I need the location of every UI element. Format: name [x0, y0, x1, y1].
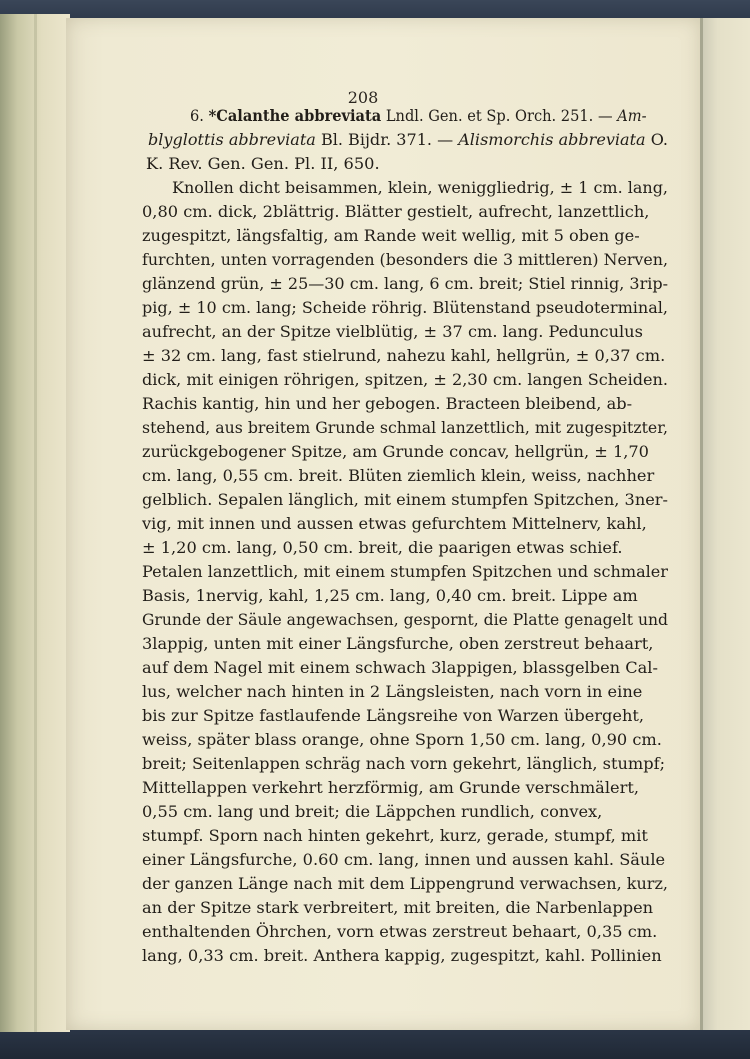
- body-line-9: dick, mit einigen röhrigen, spitzen, ± 2,30 cm. langen Scheiden.: [142, 370, 668, 389]
- body-line-20: 3lappig, unten mit einer Längsfurche, oben zerstreut behaart,: [142, 634, 654, 653]
- body-line-2: 0,80 cm. dick, 2blättrig. Blätter gestielt, aufrecht, lanzettlich,: [142, 202, 650, 221]
- body-line-3: zugespitzt, längsfaltig, am Rande weit wellig, mit 5 oben ge-: [142, 226, 640, 245]
- body-line-23: bis zur Spitze fastlaufende Längsreihe von Warzen übergeht,: [142, 706, 645, 725]
- citation-2: Bl. Bijdr. 371. —: [315, 130, 459, 149]
- species-name: *Calanthe abbreviata: [208, 106, 382, 125]
- body-line-13: cm. lang, 0,55 cm. breit. Blüten ziemlich klein, weiss, nachher: [142, 466, 655, 485]
- citation-3-part-a: O.: [645, 130, 669, 149]
- next-page-edge: [700, 18, 750, 1030]
- body-line-12: zurückgebogener Spitze, am Grunde concav, hellgrün, ± 1,70: [142, 442, 649, 461]
- body-line-26: Mittellappen verkehrt herzförmig, am Grunde verschmälert,: [142, 778, 639, 797]
- body-line-31: an der Spitze stark verbreitert, mit breiten, die Narbenlappen: [142, 898, 654, 917]
- body-line-18: Basis, 1nervig, kahl, 1,25 cm. lang, 0,40 cm. breit. Lippe am: [142, 586, 638, 605]
- body-line-17: Petalen lanzettlich, mit einem stumpfen Spitzchen und schmaler: [142, 562, 668, 581]
- body-line-15: vig, mit innen und aussen etwas gefurchtem Mittelnerv, kahl,: [142, 514, 647, 533]
- body-line-22: lus, welcher nach hinten in 2 Längsleisten, nach vorn in eine: [142, 682, 643, 701]
- body-line-24: weiss, später blass orange, ohne Sporn 1,50 cm. lang, 0,90 cm.: [142, 730, 662, 749]
- body-line-5: glänzend grün, ± 25—30 cm. lang, 6 cm. breit; Stiel rinnig, 3rip-: [142, 274, 669, 293]
- body-line-19: Grunde der Säule angewachsen, gespornt, die Platte genagelt und: [142, 610, 668, 629]
- body-line-28: stumpf. Sporn nach hinten gekehrt, kurz, gerade, stumpf, mit: [142, 826, 648, 845]
- body-line-8: ± 32 cm. lang, fast stielrund, nahezu kahl, hellgrün, ± 0,37 cm.: [142, 346, 666, 365]
- body-line-1: Knollen dicht beisammen, klein, weniggliedrig, ± 1 cm. lang,: [172, 178, 669, 197]
- citation-1: Lndl. Gen. et Sp. Orch. 251. —: [381, 106, 618, 125]
- entry-heading-line-2: [148, 128, 668, 152]
- body-line-10: Rachis kantig, hin und her gebogen. Bracteen bleibend, ab-: [142, 394, 633, 413]
- body-line-25: breit; Seitenlappen schräg nach vorn gekehrt, länglich, stumpf;: [142, 754, 666, 773]
- synonym-1-part-b: blyglottis abbreviata: [148, 130, 316, 149]
- body-line-32: enthaltenden Öhrchen, vorn etwas zerstreut behaart, 0,35 cm.: [142, 922, 658, 941]
- body-line-29: einer Längsfurche, 0.60 cm. lang, innen und aussen kahl. Säule: [142, 850, 666, 869]
- body-line-30: der ganzen Länge nach mit dem Lippengrund verwachsen, kurz,: [142, 874, 669, 893]
- body-line-27: 0,55 cm. lang und breit; die Läppchen rundlich, convex,: [142, 802, 603, 821]
- synonym-1-part-a: Am-: [617, 106, 647, 125]
- body-line-21: auf dem Nagel mit einem schwach 3lappigen, blassgelben Cal-: [142, 658, 658, 677]
- entry-number: 6.: [190, 106, 204, 125]
- entry-heading-line-3: [146, 152, 380, 176]
- citation-3-part-b: K. Rev. Gen. Gen. Pl. II, 650.: [146, 154, 380, 173]
- scan-background-bottom: [0, 1026, 750, 1059]
- body-line-14: gelblich. Sepalen länglich, mit einem stumpfen Spitzchen, 3ner-: [142, 490, 668, 509]
- binding-edge: [34, 14, 37, 1032]
- page-number: 208: [347, 88, 379, 107]
- body-line-11: stehend, aus breitem Grunde schmal lanzettlich, mit zugespitzter,: [142, 418, 669, 437]
- synonym-2: Alismorchis abbreviata: [458, 130, 646, 149]
- body-line-33: lang, 0,33 cm. breit. Anthera kappig, zugespitzt, kahl. Pollinien: [142, 946, 662, 965]
- body-line-4: furchten, unten vorragenden (besonders die 3 mittleren) Nerven,: [142, 250, 668, 269]
- body-line-6: pig, ± 10 cm. lang; Scheide röhrig. Blütenstand pseudoterminal,: [142, 298, 668, 317]
- body-line-7: aufrecht, an der Spitze vielblütig, ± 37 cm. lang. Pedunculus: [142, 322, 643, 341]
- body-line-16: ± 1,20 cm. lang, 0,50 cm. breit, die paarigen etwas schief.: [142, 538, 623, 557]
- entry-heading-line-1: [190, 104, 668, 128]
